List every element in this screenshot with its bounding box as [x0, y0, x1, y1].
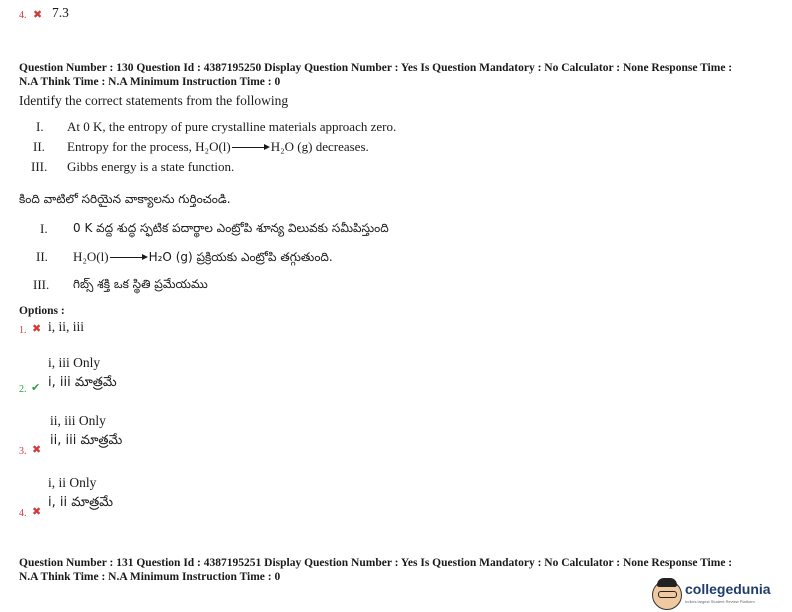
reaction-arrow-icon [232, 143, 270, 153]
option-text-english: i, iii Only [48, 355, 101, 370]
statement-text [73, 249, 333, 267]
statement-number: II. [33, 139, 45, 154]
collegedunia-logo [652, 578, 788, 610]
option-text: 7.3 [52, 5, 69, 20]
statement-text: 0 K వద్ద శుద్ధ స్ఫటిక పదార్థాల ఎంట్రోపి శూన్య విలువకు సమీపిస్తుంది [73, 221, 389, 235]
option-text-telugu: i, iii మాత్రమే [48, 375, 117, 390]
wrong-mark-icon: ✖ [32, 323, 42, 335]
statement-text: గిబ్స్ శక్తి ఒక స్థితి ప్రమేయము [73, 277, 208, 291]
statement-number: III. [33, 277, 50, 292]
option-number: 2. [19, 384, 27, 395]
statement-text: Gibbs energy is a state function. [67, 159, 235, 174]
question-meta-line: N.A Think Time : N.A Minimum Instruction Time : 0 [19, 76, 281, 88]
statement-text-part: Entropy for the process, H₂O(l) [67, 139, 231, 154]
option-number: 4. [19, 10, 27, 21]
statement-number: I. [40, 221, 48, 236]
correct-check-icon: ✔ [31, 382, 41, 394]
question-meta-line: N.A Think Time : N.A Minimum Instruction Time : 0 [19, 571, 281, 583]
option-number: 1. [19, 325, 27, 336]
option-text-english: i, ii, iii [48, 319, 85, 334]
statement-text: At 0 K, the entropy of pure crystalline materials approach zero. [67, 119, 397, 134]
logo-brand-text: collegedunia [685, 581, 771, 597]
statement-text-part: H₂O (g) ప్రక్రియకు ఎంట్రోపి తగ్గుతుంది. [148, 250, 333, 264]
option-text-telugu: ii, iii మాత్రమే [50, 433, 123, 448]
question-meta [19, 61, 779, 89]
statement-text-part: H₂O(l) [73, 249, 109, 264]
options-label: Options : [19, 305, 65, 317]
statement-text-part: H₂O (g) decreases. [270, 139, 369, 154]
reaction-arrow-icon [110, 253, 148, 263]
question-text-english: Identify the correct statements from the following [19, 93, 289, 108]
mascot-icon [652, 580, 682, 610]
option-text-english: i, ii Only [48, 475, 97, 490]
question-meta-line: Question Number : 130 Question Id : 4387195250 Display Question Number : Yes Is Question Mandatory : No Calculator : None Response Time : [19, 62, 733, 74]
logo-tagline: India's largest Student Review Platform [685, 599, 755, 604]
option-number: 3. [19, 446, 27, 457]
option-text-english: ii, iii Only [50, 413, 106, 428]
option-number: 4. [19, 508, 27, 519]
question-text-telugu: కింది వాటిలో సరియైన వాక్యాలను గుర్తించండి. [19, 192, 231, 206]
statement-number: III. [31, 159, 48, 174]
wrong-mark-icon: ✖ [32, 444, 42, 456]
statement-number: II. [36, 249, 48, 264]
wrong-mark-icon: ✖ [33, 9, 43, 21]
wrong-mark-icon: ✖ [32, 506, 42, 518]
statement-text [67, 139, 369, 155]
option-text-telugu: i, ii మాత్రమే [48, 495, 114, 510]
question-meta-line: Question Number : 131 Question Id : 4387195251 Display Question Number : Yes Is Question Mandatory : No Calculator : None Response Time : [19, 557, 733, 569]
statement-number: I. [36, 119, 44, 134]
